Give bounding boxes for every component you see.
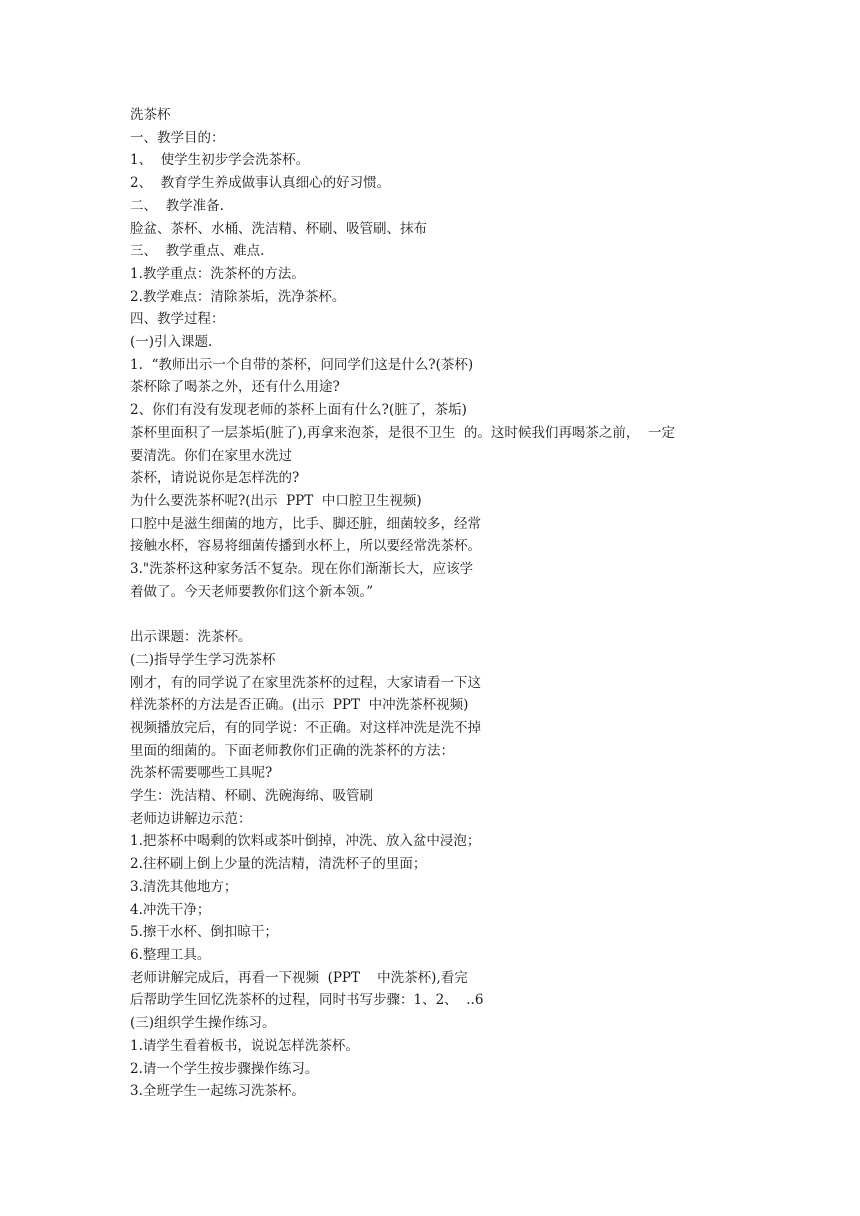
- text-line: 茶杯除了喝茶之外，还有什么用途?: [130, 379, 340, 396]
- text-line: 样洗茶杯的方法是否正确。(出示 PPT 中冲洗茶杯视频): [130, 697, 469, 714]
- text-line: 视频播放完后，有的同学说：不正确。对这样冲洗是洗不掉: [130, 719, 481, 736]
- text-line: 出示课题：洗茶杯。: [130, 629, 252, 646]
- text-line: 茶杯里面积了一层茶垢(脏了),再拿来泡茶，是很不卫生 的。这时候我们再喝茶之前， 一定: [130, 424, 675, 441]
- text-line: 1.教学重点：洗茶杯的方法。: [130, 265, 305, 282]
- text-line: 洗茶杯需要哪些工具呢?: [130, 765, 273, 782]
- text-line: 里面的细菌的。下面老师教你们正确的洗茶杯的方法：: [130, 742, 454, 759]
- text-line: 三、 教学重点、难点.: [130, 243, 265, 260]
- text-line: 3.清洗其他地方；: [130, 878, 238, 895]
- document-title: 洗茶杯: [130, 107, 171, 123]
- text-line: 口腔中是滋生细菌的地方，比手、脚还脏，细菌较多，经常: [130, 515, 481, 532]
- text-line: 2、你们有没有发现老师的茶杯上面有什么?(脏了，茶垢): [130, 402, 467, 419]
- text-line: 学生：洗洁精、杯刷、洗碗海绵、吸管刷: [130, 788, 373, 805]
- text-line: 1、 使学生初步学会洗茶杯。: [130, 152, 310, 169]
- text-line: 刚才，有的同学说了在家里洗茶杯的过程，大家请看一下这: [130, 674, 481, 691]
- text-line: 二、 教学准备.: [130, 197, 224, 214]
- text-line: 2.教学难点：清除茶垢，洗净茶杯。: [130, 288, 346, 305]
- text-line: 一、教学目的：: [130, 129, 225, 146]
- text-line: 5.擦干水杯、倒扣晾干；: [130, 924, 278, 941]
- text-line: (三)组织学生操作练习。: [130, 1015, 276, 1032]
- text-line: 2.往杯刷上倒上少量的洗洁精，清洗杯子的里面；: [130, 856, 427, 873]
- text-line: 6.整理工具。: [130, 947, 211, 963]
- blank-line: [130, 603, 740, 626]
- text-line: 3.全班学生一起练习洗茶杯。: [130, 1083, 305, 1100]
- text-line: (一)引入课题.: [130, 334, 213, 351]
- text-line: 着做了。今天老师要教你们这个新本领。”: [130, 583, 374, 600]
- document-body: [130, 104, 740, 1103]
- text-line: 接触水杯，容易将细菌传播到水杯上，所以要经常洗茶杯。: [130, 538, 481, 555]
- text-line: 老师讲解完成后，再看一下视频 (PPT 中洗茶杯),看完: [130, 969, 468, 986]
- text-line: 四、教学过程：: [130, 311, 225, 328]
- text-line: 茶杯，请说说你是怎样洗的?: [130, 470, 300, 487]
- text-line: 要清洗。你们在家里水洗过: [130, 447, 292, 464]
- text-line: 2.请一个学生按步骤操作练习。: [130, 1060, 319, 1077]
- text-line: 后帮助学生回忆洗茶杯的过程，同时书写步骤：1、2、 ..6: [130, 992, 484, 1009]
- text-line: 2、 教育学生养成做事认真细心的好习惯。: [130, 175, 391, 192]
- text-line: 为什么要洗茶杯呢?(出示 PPT 中口腔卫生视频): [130, 492, 422, 509]
- text-line: 1.请学生看着板书，说说怎样洗茶杯。: [130, 1037, 359, 1054]
- text-line: 3."洗茶杯这种家务活不复杂。现在你们渐渐长大，应该学: [130, 561, 474, 578]
- text-line: 4.冲洗干净；: [130, 901, 211, 918]
- text-line: 1.把茶杯中喝剩的饮料或茶叶倒掉，冲洗、放入盆中浸泡；: [130, 833, 481, 850]
- text-line: 老师边讲解边示范：: [130, 810, 252, 827]
- text-line: 1. “教师出示一个自带的茶杯，问同学们这是什么?(茶杯): [130, 356, 474, 373]
- text-line: (二)指导学生学习洗茶杯: [130, 651, 276, 668]
- text-line: 脸盆、茶杯、水桶、洗洁精、杯刷、吸管刷、抹布: [130, 220, 427, 237]
